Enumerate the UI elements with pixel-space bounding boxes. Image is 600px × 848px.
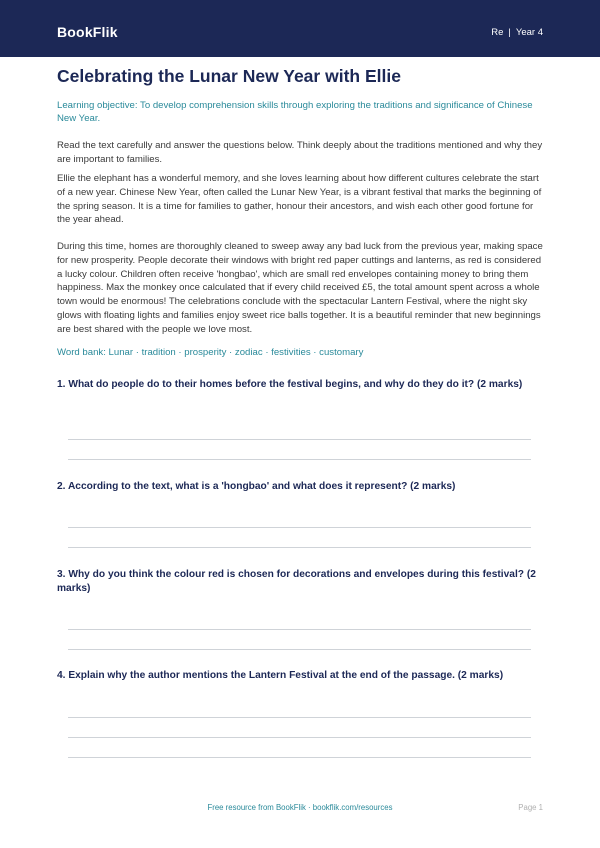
page-number: Page 1 (518, 803, 543, 812)
question-4: 4. Explain why the author mentions the Lantern Festival at the end of the passage. (2 marks) (57, 670, 504, 681)
footer-link[interactable]: Free resource from BookFlik · bookflik.com/resources (207, 803, 393, 812)
breadcrumb-subject[interactable]: Re (491, 27, 504, 38)
answer-line[interactable] (68, 629, 531, 630)
question-3: 3. Why do you think the colour red is chosen for decorations and envelopes during this festival? (2 marks) (57, 569, 536, 594)
answer-line[interactable] (68, 527, 531, 528)
breadcrumb-year[interactable]: Year 4 (515, 27, 543, 38)
answer-line[interactable] (68, 459, 531, 460)
answer-line[interactable] (68, 757, 531, 758)
word-bank: Word bank: Lunar · tradition · prosperity · zodiac · festivities · customary (57, 347, 364, 358)
breadcrumb (491, 27, 543, 38)
breadcrumb-separator: | (508, 27, 511, 38)
question-1: 1. What do people do to their homes before the festival begins, and why do they do it? (2 marks) (57, 379, 523, 390)
answer-line[interactable] (68, 547, 531, 548)
learning-objective: Learning objective: To develop comprehension skills through exploring the traditions and significance of Chinese New Year. (57, 100, 533, 124)
header-bar (0, 0, 600, 57)
instructions-paragraph: Read the text carefully and answer the questions below. Think deeply about the traditions mentioned and why they are important to families. (57, 140, 543, 165)
brand-logo[interactable]: BookFlik (57, 24, 118, 40)
story-paragraph-2: During this time, homes are thoroughly cleaned to sweep away any bad luck from the previous year, making space for new prosperity. People decorate their windows with bright red paper cuttings and lanterns, as red is considered a lucky colour. Children often receive 'hongbao', which are small red envelopes containing money to bring them happiness. Max the monkey once calculated that if every child received £5, the total amount spent across a whole town would be enormous! The celebrations conclude with the spectacular Lantern Festival, where the night sky glows with floating lights and families enjoy sweet rice balls together. It is a beautiful reminder that new beginnings are best shared with the people we love most. (57, 241, 543, 335)
page-title: Celebrating the Lunar New Year with Ellie (57, 66, 401, 86)
answer-line[interactable] (68, 717, 531, 718)
story-paragraph-1: Ellie the elephant has a wonderful memory, and she loves learning about how different cultures celebrate the start of a new year. Chinese New Year, often called the Lunar New Year, is a vibrant festival that marks the beginning of the spring season. It is a time for families to gather, honour their ancestors, and wish each other good fortune for the year ahead. (57, 173, 542, 226)
answer-line[interactable] (68, 649, 531, 650)
question-2: 2. According to the text, what is a 'hongbao' and what does it represent? (2 marks) (57, 481, 456, 492)
answer-line[interactable] (68, 439, 531, 440)
answer-line[interactable] (68, 737, 531, 738)
